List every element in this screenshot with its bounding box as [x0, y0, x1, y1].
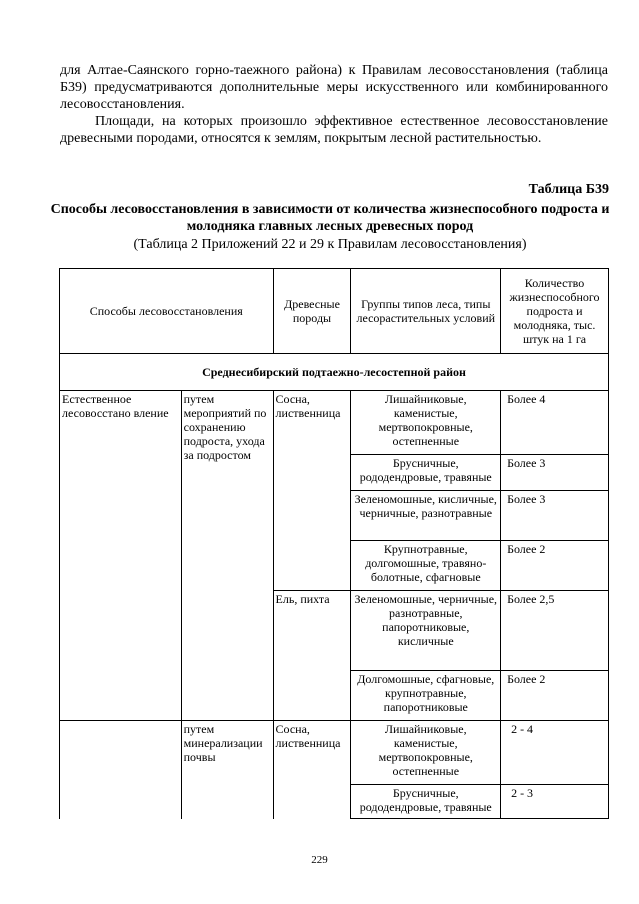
forest-group: Зеленомошные, кисличные, черничные, разнотравные [351, 491, 501, 541]
paragraph-areas: Площади, на которых произошло эффективное естественное лесовосстановление древесными породами, относятся к землям, покрытым лесной растительностью. [60, 114, 608, 146]
species-pine-larch: Сосна, лиственница [273, 391, 351, 591]
table-row [60, 721, 609, 785]
table-row [60, 391, 609, 455]
table-title: Способы лесовосстановления в зависимости от количества жизнеспособного подроста и молодняка главных лесных древесных пород [50, 202, 610, 234]
header-method: Способы лесовосстановления [60, 269, 274, 354]
species-pine-larch-2: Сосна, лиственница [273, 721, 351, 819]
quantity-value: Более 2 [501, 541, 609, 591]
table-subtitle: (Таблица 2 Приложений 22 и 29 к Правилам лесовосстановления) [133, 237, 527, 252]
quantity-value: Более 2,5 [501, 591, 609, 671]
quantity-value: Более 3 [501, 491, 609, 541]
forest-group: Брусничные, рододендровые, травяные [351, 785, 501, 819]
quantity-value: 2 - 3 [501, 785, 609, 819]
header-forest-groups: Группы типов леса, типы лесорастительных условий [351, 269, 501, 354]
species-spruce-fir: Ель, пихта [273, 591, 351, 721]
forest-group: Крупнотравные, долгомошные, травяно-болотные, сфагновые [351, 541, 501, 591]
quantity-value: Более 2 [501, 671, 609, 721]
header-quantity: Количество жизнеспособного подроста и молодняка, тыс. штук на 1 га [501, 269, 609, 354]
region-row [60, 354, 609, 391]
header-species: Древесные породы [273, 269, 351, 354]
quantity-value: Более 4 [501, 391, 609, 455]
forest-group: Брусничные, рододендровые, травяные [351, 455, 501, 491]
table-header-row [60, 269, 609, 354]
page-number: 229 [311, 854, 328, 866]
quantity-value: Более 3 [501, 455, 609, 491]
table-number: Таблица Б39 [528, 182, 609, 197]
quantity-value: 2 - 4 [501, 721, 609, 785]
method-empty-cell [60, 721, 182, 819]
forest-group: Лишайниковые, каменистые, мертвопокровные, остепненные [351, 721, 501, 785]
paragraph-intro: для Алтае-Саянского горно-таежного района) к Правилам лесовосстановления (таблица Б39) предусматриваются дополнительные меры искусственного или комбинированного лесовосстановления. [60, 63, 608, 112]
forest-group: Зеленомошные, черничные, разнотравные, папоротниковые, кисличные [351, 591, 501, 671]
forest-group: Долгомошные, сфагновые, крупнотравные, папоротниковые [351, 671, 501, 721]
submethod-preserve: путем мероприятий по сохранению подроста, ухода за подростом [181, 391, 273, 721]
method-natural: Естественное лесовосстано вление [60, 391, 182, 721]
submethod-mineralization: путем минерализации почвы [181, 721, 273, 819]
region-name: Среднесибирский подтаежно-лесостепной район [60, 354, 609, 391]
reforestation-table [59, 268, 609, 819]
forest-group: Лишайниковые, каменистые, мертвопокровные, остепненные [351, 391, 501, 455]
